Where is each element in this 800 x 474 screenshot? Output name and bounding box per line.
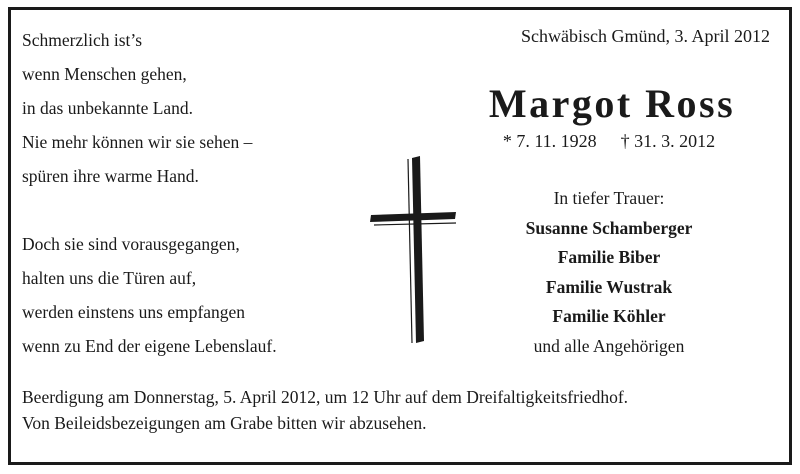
mourner-name: Susanne Schamberger	[525, 217, 693, 238]
death-date: † 31. 3. 2012	[620, 131, 716, 151]
poem-line: wenn zu End der eigene Lebenslauf.	[22, 336, 277, 356]
mourners-intro: In tiefer Trauer:	[553, 188, 665, 208]
condolence-note: Von Beileidsbezeigungen am Grabe bitten wir abzusehen.	[22, 413, 427, 433]
funeral-notice	[22, 384, 772, 436]
deceased-name: Margot Ross	[488, 81, 736, 126]
poem-line: Nie mehr können wir sie sehen –	[22, 132, 253, 152]
birth-date: * 7. 11. 1928	[502, 131, 597, 151]
mourners	[456, 184, 762, 361]
cross-icon	[368, 155, 460, 345]
mourners-outro: und alle Angehörigen	[533, 335, 685, 356]
poem-line: halten uns die Türen auf,	[22, 268, 197, 288]
mourner-name: Familie Wustrak	[545, 276, 673, 297]
funeral-details: Beerdigung am Donnerstag, 5. April 2012, um 12 Uhr auf dem Dreifaltigkeitsfriedhof.	[22, 387, 629, 407]
poem	[22, 23, 352, 363]
poem-line: werden einstens uns empfangen	[22, 302, 246, 322]
poem-line: wenn Menschen gehen,	[22, 64, 187, 84]
place-date: Schwäbisch Gmünd, 3. April 2012	[521, 26, 770, 46]
mourner-name: Familie Köhler	[552, 306, 666, 326]
poem-line: in das unbekannte Land.	[22, 98, 194, 118]
mourner-name: Familie Biber	[557, 247, 661, 267]
poem-line: Schmerzlich ist’s	[22, 30, 143, 50]
life-dates	[456, 128, 762, 154]
poem-line: spüren ihre warme Hand.	[22, 166, 199, 186]
stanza-gap	[22, 193, 352, 227]
poem-line: Doch sie sind vorausgegangen,	[22, 234, 240, 254]
